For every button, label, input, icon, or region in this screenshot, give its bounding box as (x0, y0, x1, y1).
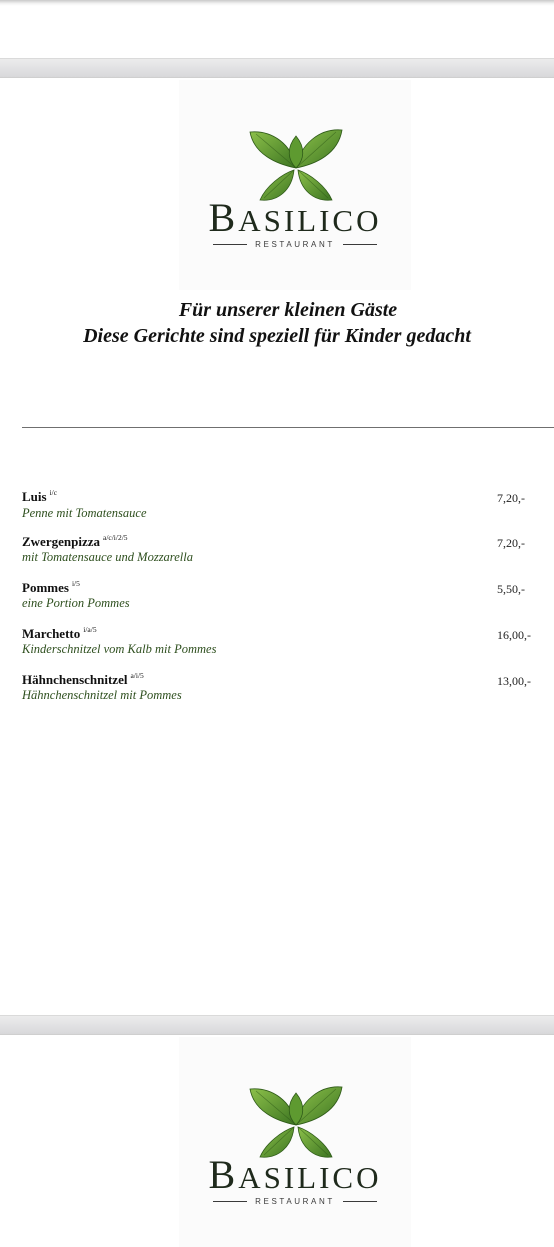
item-description: eine Portion Pommes (22, 596, 130, 610)
restaurant-logo (179, 80, 411, 290)
allergen-codes: a/i/5 (130, 671, 144, 680)
item-name: Zwergenpizza $^{a/c/i/2/5}$ (22, 533, 128, 549)
heading-line-1: Für unserer kleinen Gäste (178, 299, 398, 321)
item-name: Pommes $^{i/5}$ (22, 579, 80, 595)
item-price: 13,00,- (497, 674, 531, 688)
item-price: 7,20,- (497, 536, 525, 550)
top-shadow (0, 0, 554, 6)
brand-line-left (213, 244, 247, 245)
basil-leaves-icon (246, 124, 346, 204)
brand-subtitle: RESTAURANT (255, 1196, 335, 1206)
allergen-codes: i/c (49, 488, 58, 497)
item-name: Hähnchenschnitzel $^{a/i/5}$ (22, 671, 144, 687)
brand-subtitle-row (179, 1195, 411, 1207)
brand-line-left (213, 1201, 247, 1202)
brand-name: BASILICO (208, 1152, 382, 1197)
brand-name: BASILICO (208, 195, 382, 240)
brand-subtitle-row (179, 238, 411, 250)
allergen-codes: i/a/5 (83, 625, 97, 634)
item-description: Hähnchenschnitzel mit Pommes (22, 688, 182, 702)
allergen-codes: a/c/i/2/5 (102, 533, 128, 542)
allergen-codes: i/5 (71, 579, 80, 588)
item-price: 7,20,- (497, 491, 525, 505)
brand-line-right (343, 1201, 377, 1202)
page-separator (0, 1015, 554, 1035)
section-divider (22, 427, 554, 428)
heading-line-2: Diese Gerichte sind speziell für Kinder gedacht (83, 325, 471, 347)
basil-leaves-icon (246, 1081, 346, 1161)
item-description: mit Tomatensauce und Mozzarella (22, 550, 193, 564)
item-description: Kinderschnitzel vom Kalb mit Pommes (22, 642, 217, 656)
restaurant-logo-next-page (179, 1037, 411, 1247)
item-price: 16,00,- (497, 628, 531, 642)
item-name: Marchetto $^{i/a/5}$ (22, 625, 97, 641)
page-separator (0, 58, 554, 78)
item-name: Luis $^{i/c}$ (22, 488, 58, 504)
brand-subtitle: RESTAURANT (255, 239, 335, 249)
item-description: Penne mit Tomatensauce (22, 506, 147, 520)
item-price: 5,50,- (497, 582, 525, 596)
brand-line-right (343, 244, 377, 245)
